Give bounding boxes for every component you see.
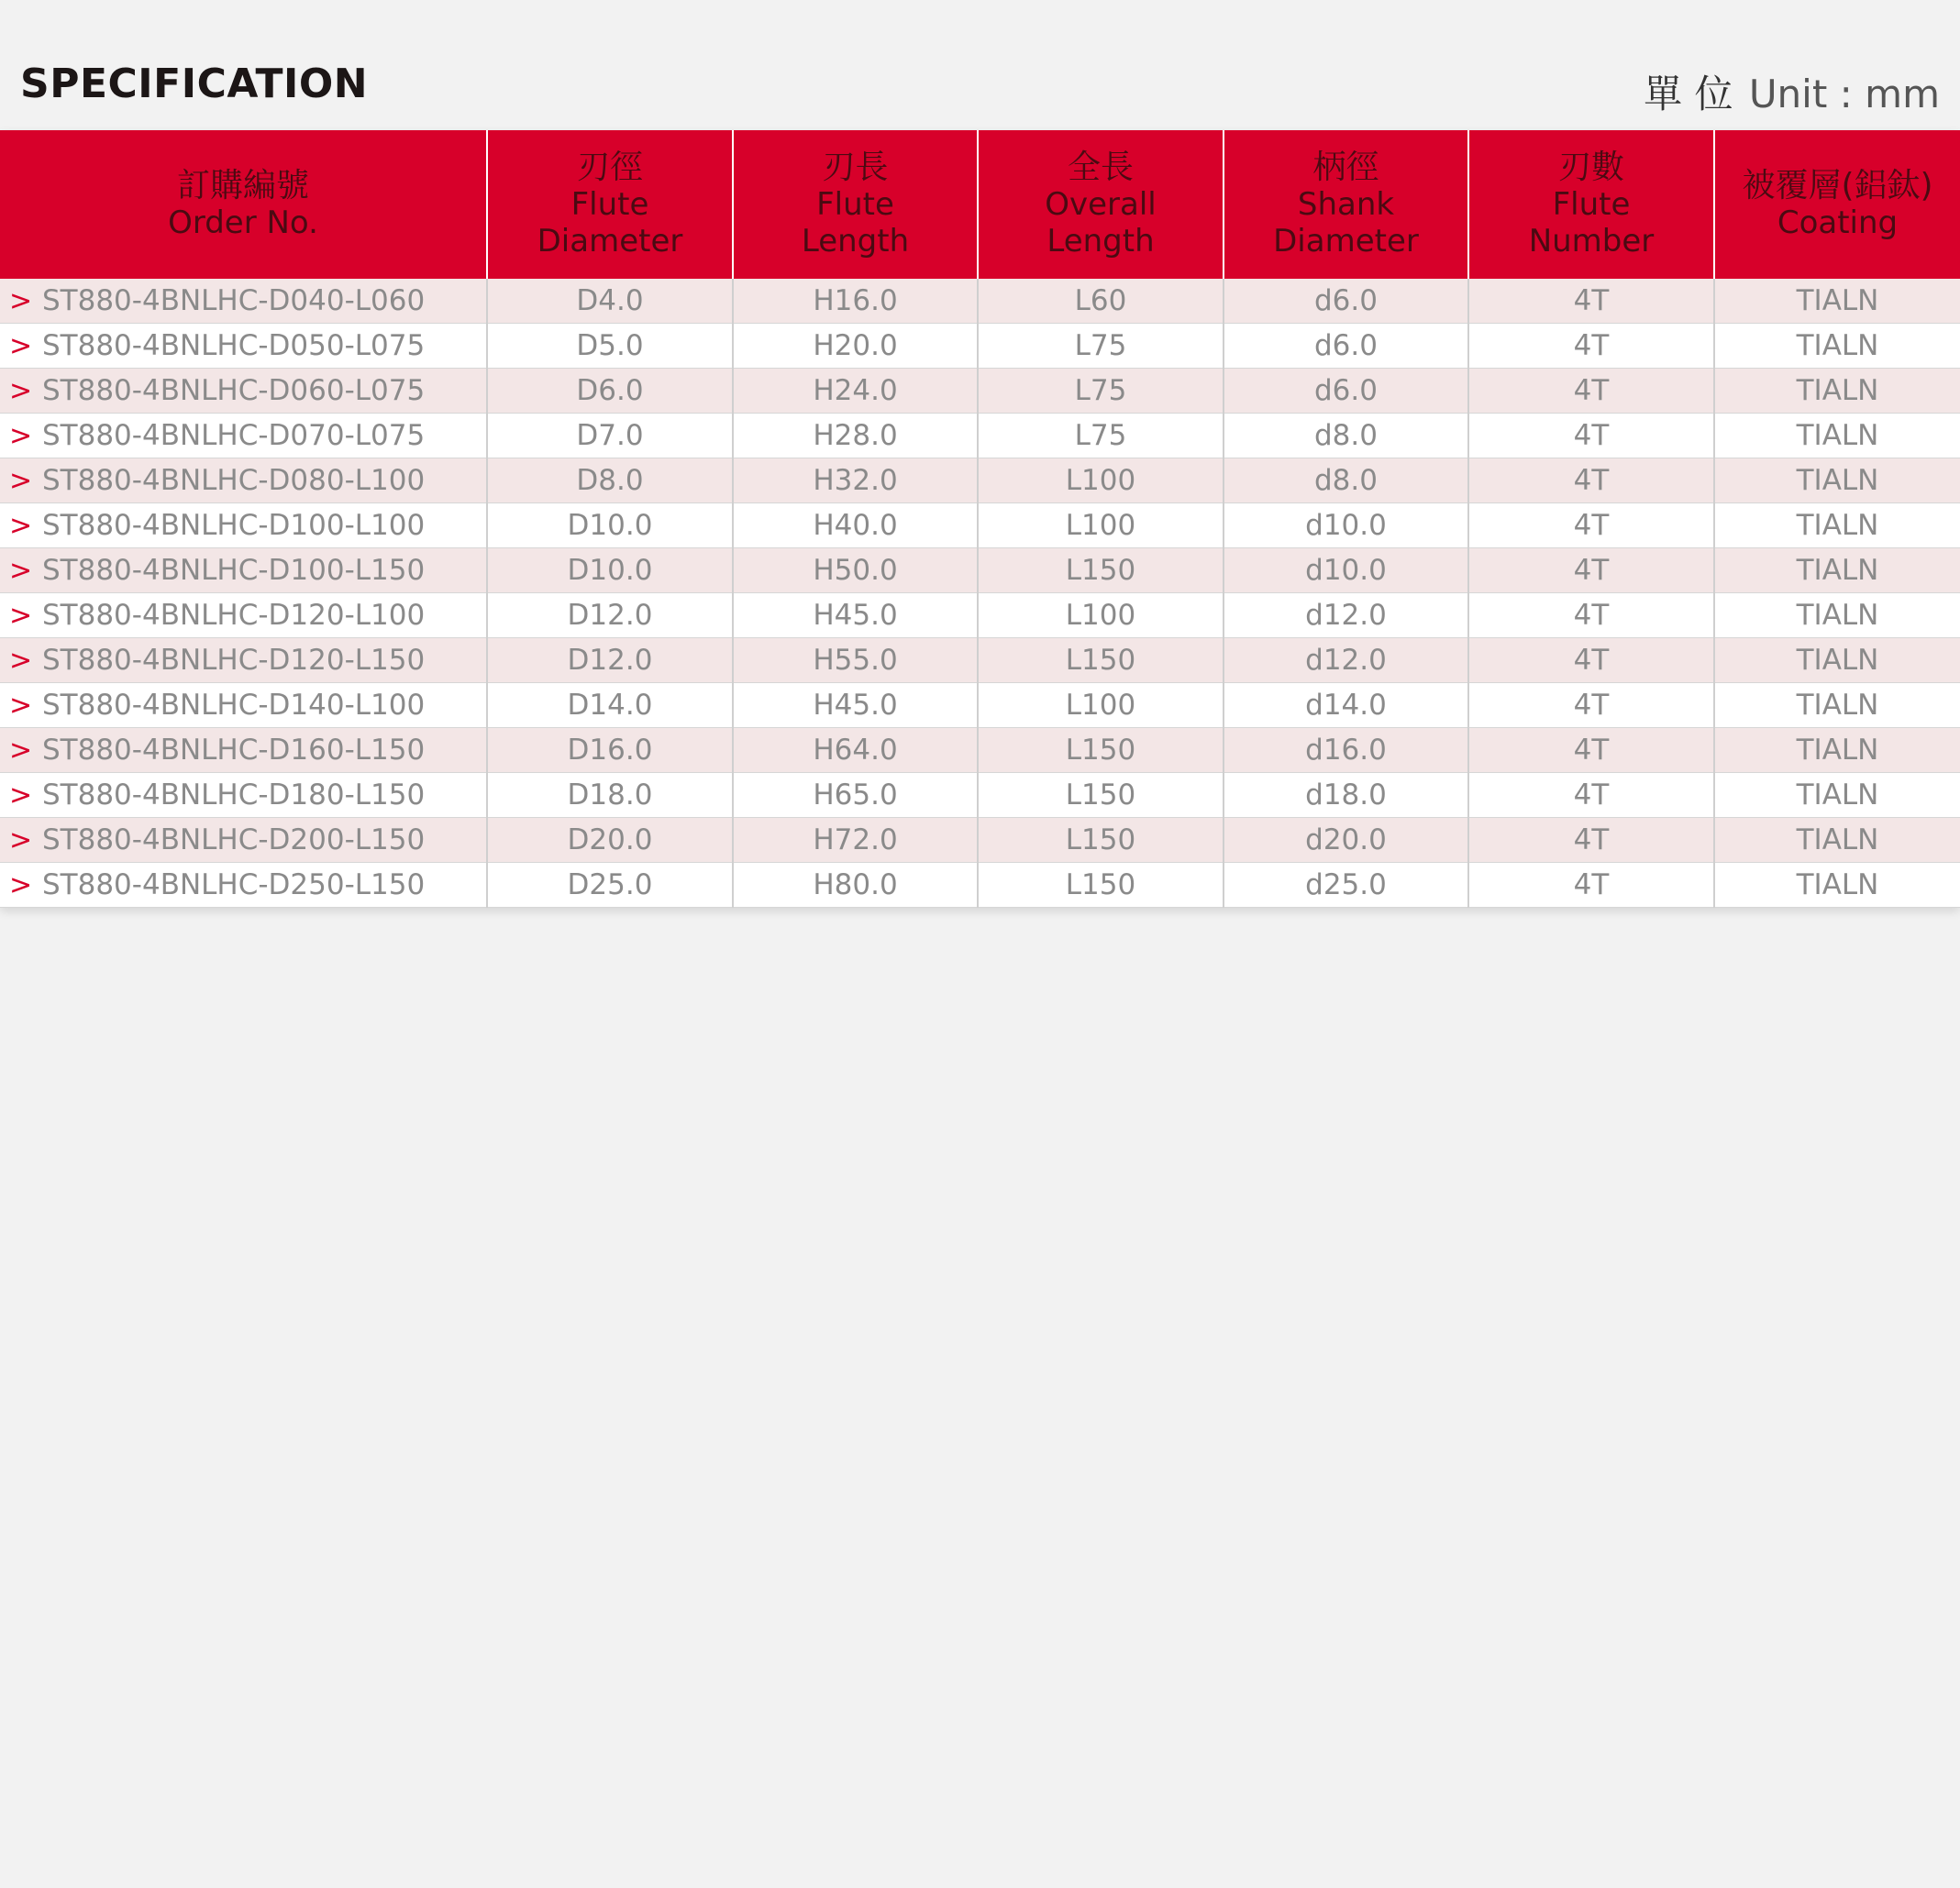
column-header-flute-length [733, 130, 978, 279]
cell-overall-length: L150 [978, 728, 1224, 773]
chevron-right-icon: > [9, 690, 33, 722]
chevron-right-icon: > [9, 869, 33, 901]
column-header-zh: 刃徑 [576, 149, 643, 186]
cell-flute-length: H45.0 [733, 593, 978, 638]
cell-flute-length: H64.0 [733, 728, 978, 773]
cell-overall-length: L150 [978, 863, 1224, 908]
cell-flute-number: 4T [1468, 728, 1714, 773]
table-body [0, 279, 1960, 908]
order-no-text: ST880-4BNLHC-D040-L060 [42, 284, 426, 317]
cell-overall-length: L150 [978, 773, 1224, 818]
cell-coating: TIALN [1714, 773, 1960, 818]
cell-overall-length: L150 [978, 638, 1224, 683]
chevron-right-icon: > [9, 285, 33, 317]
column-header-zh: 刃數 [1557, 149, 1624, 186]
cell-shank-diameter: d10.0 [1224, 548, 1468, 593]
column-header-zh: 全長 [1067, 149, 1134, 186]
cell-shank-diameter: d18.0 [1224, 773, 1468, 818]
column-header-zh: 被覆層(鋁鈦) [1742, 167, 1933, 204]
cell-flute-number: 4T [1468, 548, 1714, 593]
specification-table-container [0, 130, 1960, 908]
cell-coating: TIALN [1714, 324, 1960, 369]
table-row [0, 279, 1960, 324]
cell-shank-diameter: d25.0 [1224, 863, 1468, 908]
cell-flute-number: 4T [1468, 638, 1714, 683]
column-header-en: Coating [1777, 204, 1899, 241]
table-row [0, 548, 1960, 593]
cell-flute-length: H24.0 [733, 369, 978, 414]
cell-shank-diameter: d6.0 [1224, 324, 1468, 369]
unit-label [1644, 64, 1940, 119]
chevron-right-icon: > [9, 645, 33, 677]
order-no-text: ST880-4BNLHC-D120-L150 [42, 644, 426, 677]
cell-order-no [0, 638, 487, 683]
order-no-text: ST880-4BNLHC-D080-L100 [42, 464, 426, 497]
cell-flute-number: 4T [1468, 503, 1714, 548]
cell-flute-number: 4T [1468, 369, 1714, 414]
chevron-right-icon: > [9, 734, 33, 767]
cell-order-no [0, 458, 487, 503]
cell-coating: TIALN [1714, 683, 1960, 728]
column-header-zh: 刃長 [822, 149, 889, 186]
column-header-en: Order No. [168, 204, 318, 241]
cell-shank-diameter: d10.0 [1224, 503, 1468, 548]
cell-overall-length: L100 [978, 683, 1224, 728]
unit-label-text: Unit : mm [1748, 72, 1940, 116]
cell-flute-length: H55.0 [733, 638, 978, 683]
chevron-right-icon: > [9, 510, 33, 542]
chevron-right-icon: > [9, 330, 33, 362]
cell-order-no [0, 593, 487, 638]
cell-flute-number: 4T [1468, 818, 1714, 863]
cell-coating: TIALN [1714, 728, 1960, 773]
cell-flute-number: 4T [1468, 414, 1714, 458]
cell-order-no [0, 548, 487, 593]
cell-overall-length: L75 [978, 414, 1224, 458]
cell-order-no [0, 773, 487, 818]
table-header [0, 130, 1960, 279]
table-row [0, 818, 1960, 863]
cell-overall-length: L150 [978, 548, 1224, 593]
cell-flute-diameter: D8.0 [487, 458, 733, 503]
specification-table [0, 130, 1960, 908]
cell-flute-length: H40.0 [733, 503, 978, 548]
cell-coating: TIALN [1714, 818, 1960, 863]
cell-flute-diameter: D25.0 [487, 863, 733, 908]
cell-flute-number: 4T [1468, 863, 1714, 908]
chevron-right-icon: > [9, 420, 33, 452]
page-title: SPECIFICATION [20, 61, 369, 107]
column-header-coating [1714, 130, 1960, 279]
column-header-flute-number [1468, 130, 1714, 279]
cell-flute-diameter: D5.0 [487, 324, 733, 369]
cell-coating: TIALN [1714, 548, 1960, 593]
cell-shank-diameter: d20.0 [1224, 818, 1468, 863]
cell-shank-diameter: d12.0 [1224, 638, 1468, 683]
cell-flute-diameter: D10.0 [487, 548, 733, 593]
cell-shank-diameter: d12.0 [1224, 593, 1468, 638]
cell-order-no [0, 863, 487, 908]
cell-shank-diameter: d14.0 [1224, 683, 1468, 728]
cell-order-no [0, 324, 487, 369]
column-header-shank-diameter [1224, 130, 1468, 279]
order-no-text: ST880-4BNLHC-D200-L150 [42, 823, 426, 856]
cell-shank-diameter: d8.0 [1224, 458, 1468, 503]
order-no-text: ST880-4BNLHC-D100-L150 [42, 554, 426, 587]
cell-overall-length: L75 [978, 324, 1224, 369]
cell-flute-number: 4T [1468, 593, 1714, 638]
cell-coating: TIALN [1714, 593, 1960, 638]
chevron-right-icon: > [9, 824, 33, 856]
cell-overall-length: L100 [978, 503, 1224, 548]
table-row [0, 773, 1960, 818]
column-header-en: Flute [1552, 186, 1631, 223]
column-header-overall-length [978, 130, 1224, 279]
order-no-text: ST880-4BNLHC-D070-L075 [42, 419, 426, 452]
order-no-text: ST880-4BNLHC-D180-L150 [42, 778, 426, 812]
cell-shank-diameter: d6.0 [1224, 369, 1468, 414]
column-header-order-no [0, 130, 487, 279]
column-header-zh: 訂購編號 [176, 167, 309, 204]
order-no-text: ST880-4BNLHC-D100-L100 [42, 509, 426, 542]
chevron-right-icon: > [9, 375, 33, 407]
table-row [0, 324, 1960, 369]
cell-flute-length: H16.0 [733, 279, 978, 324]
cell-flute-number: 4T [1468, 324, 1714, 369]
cell-flute-diameter: D10.0 [487, 503, 733, 548]
column-header-en: Diameter [537, 223, 683, 259]
cell-flute-number: 4T [1468, 458, 1714, 503]
cell-flute-diameter: D14.0 [487, 683, 733, 728]
cell-flute-length: H72.0 [733, 818, 978, 863]
cell-order-no [0, 503, 487, 548]
cell-flute-length: H20.0 [733, 324, 978, 369]
cell-coating: TIALN [1714, 638, 1960, 683]
order-no-text: ST880-4BNLHC-D250-L150 [42, 868, 426, 901]
cell-shank-diameter: d6.0 [1224, 279, 1468, 324]
table-row [0, 683, 1960, 728]
column-header-en: Length [801, 223, 910, 259]
cell-flute-diameter: D20.0 [487, 818, 733, 863]
cell-overall-length: L100 [978, 593, 1224, 638]
header-row [0, 130, 1960, 279]
column-header-zh: 柄徑 [1312, 149, 1379, 186]
cell-flute-diameter: D16.0 [487, 728, 733, 773]
cell-coating: TIALN [1714, 279, 1960, 324]
cell-shank-diameter: d8.0 [1224, 414, 1468, 458]
cell-overall-length: L150 [978, 818, 1224, 863]
column-header-en: Number [1528, 223, 1655, 259]
cell-flute-length: H32.0 [733, 458, 978, 503]
cell-order-no [0, 728, 487, 773]
column-header-flute-diameter [487, 130, 733, 279]
cell-coating: TIALN [1714, 863, 1960, 908]
cell-flute-diameter: D18.0 [487, 773, 733, 818]
order-no-text: ST880-4BNLHC-D050-L075 [42, 329, 426, 362]
column-header-en: Overall [1045, 186, 1157, 223]
cell-coating: TIALN [1714, 369, 1960, 414]
table-row [0, 638, 1960, 683]
cell-flute-diameter: D12.0 [487, 638, 733, 683]
cell-flute-length: H28.0 [733, 414, 978, 458]
cell-order-no [0, 683, 487, 728]
cell-overall-length: L100 [978, 458, 1224, 503]
table-row [0, 503, 1960, 548]
table-row [0, 593, 1960, 638]
cell-order-no [0, 279, 487, 324]
cell-order-no [0, 369, 487, 414]
table-row [0, 414, 1960, 458]
cell-flute-number: 4T [1468, 279, 1714, 324]
column-header-en: Length [1046, 223, 1155, 259]
cell-coating: TIALN [1714, 458, 1960, 503]
cell-flute-diameter: D4.0 [487, 279, 733, 324]
unit-label-cjk: 單 位 [1644, 72, 1733, 116]
cell-flute-diameter: D12.0 [487, 593, 733, 638]
cell-shank-diameter: d16.0 [1224, 728, 1468, 773]
cell-order-no [0, 818, 487, 863]
chevron-right-icon: > [9, 779, 33, 812]
table-row [0, 458, 1960, 503]
column-header-en: Diameter [1273, 223, 1419, 259]
column-header-en: Shank [1297, 186, 1395, 223]
table-row [0, 863, 1960, 908]
order-no-text: ST880-4BNLHC-D060-L075 [42, 374, 426, 407]
chevron-right-icon: > [9, 600, 33, 632]
cell-coating: TIALN [1714, 414, 1960, 458]
cell-coating: TIALN [1714, 503, 1960, 548]
column-header-en: Flute [570, 186, 649, 223]
cell-flute-length: H65.0 [733, 773, 978, 818]
table-row [0, 369, 1960, 414]
cell-flute-diameter: D6.0 [487, 369, 733, 414]
cell-flute-length: H45.0 [733, 683, 978, 728]
order-no-text: ST880-4BNLHC-D120-L100 [42, 599, 426, 632]
table-row [0, 728, 1960, 773]
cell-overall-length: L60 [978, 279, 1224, 324]
cell-flute-number: 4T [1468, 773, 1714, 818]
cell-overall-length: L75 [978, 369, 1224, 414]
column-header-en: Flute [816, 186, 894, 223]
order-no-text: ST880-4BNLHC-D160-L150 [42, 734, 426, 767]
chevron-right-icon: > [9, 555, 33, 587]
cell-flute-diameter: D7.0 [487, 414, 733, 458]
cell-flute-number: 4T [1468, 683, 1714, 728]
cell-flute-length: H80.0 [733, 863, 978, 908]
order-no-text: ST880-4BNLHC-D140-L100 [42, 689, 426, 722]
chevron-right-icon: > [9, 465, 33, 497]
cell-order-no [0, 414, 487, 458]
cell-flute-length: H50.0 [733, 548, 978, 593]
